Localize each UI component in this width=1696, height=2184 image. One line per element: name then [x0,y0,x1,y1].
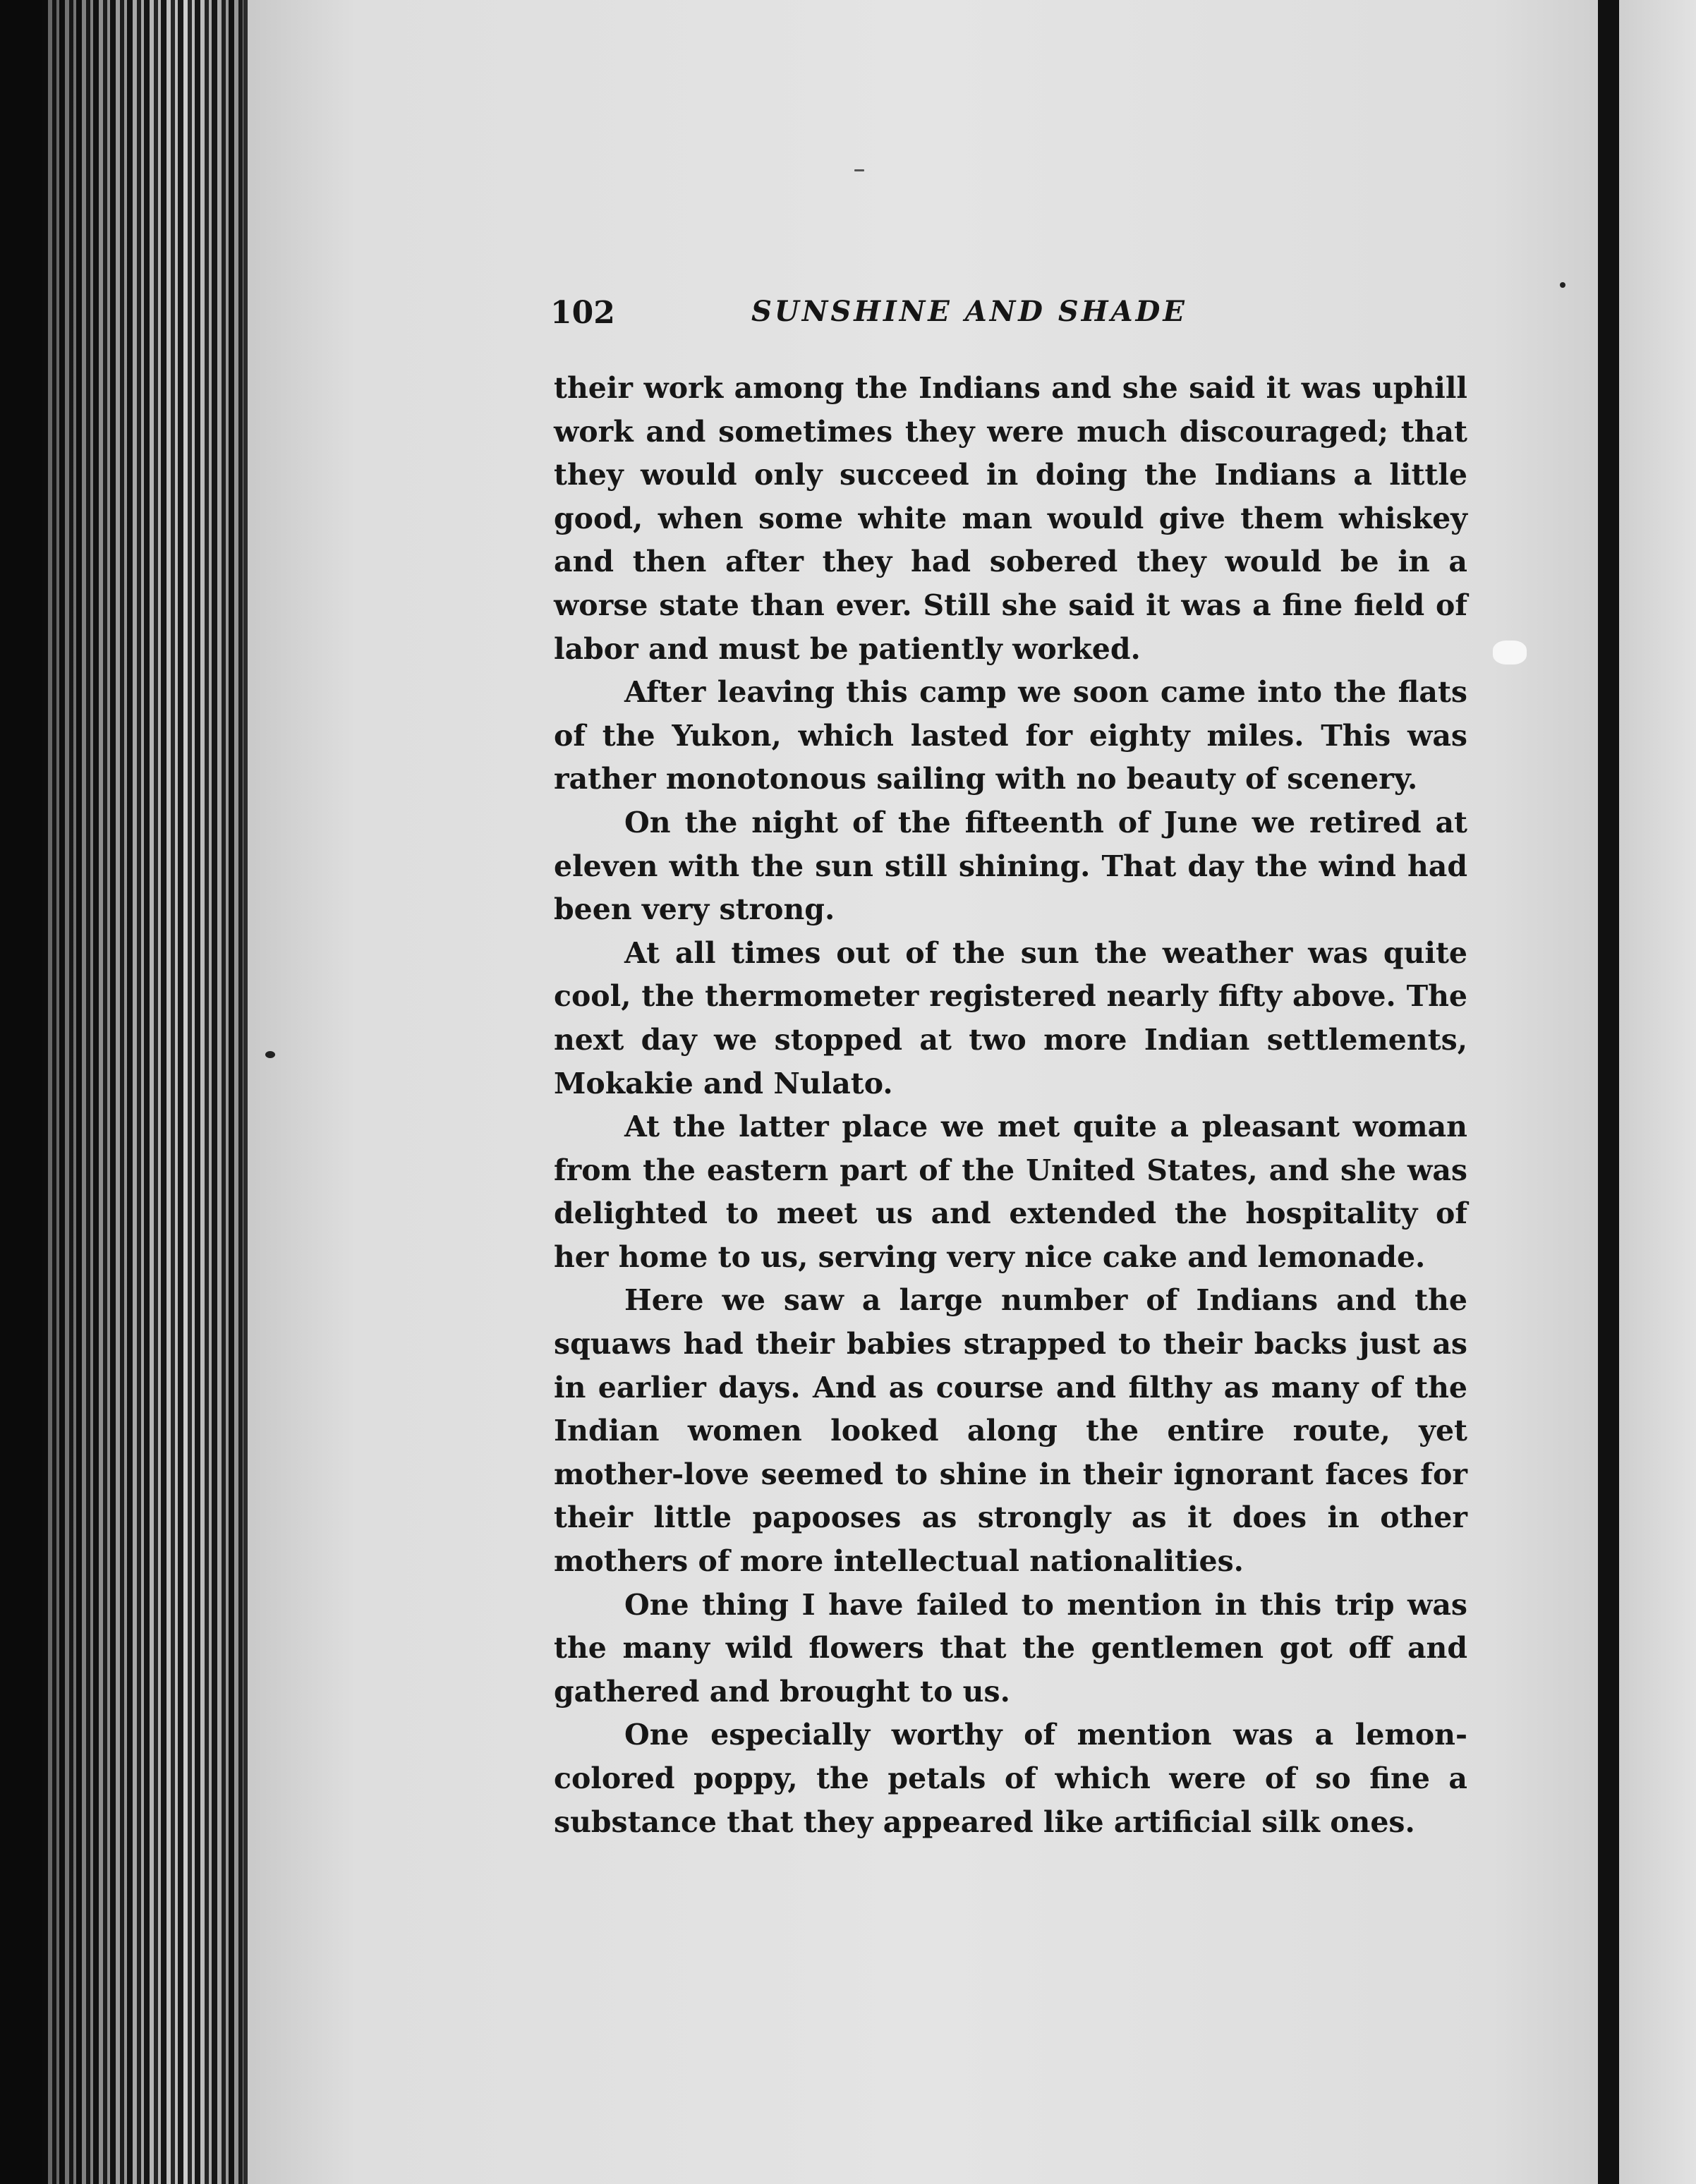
paragraph: After leaving this camp we soon came into the flats of the Yukon, which lasted for eighty miles. This was rather monotonous sailing with no beauty of scenery. [554,675,1467,796]
page-edges-shadow [42,0,247,2184]
gutter-shadow [1598,0,1619,2184]
ink-speck [265,1051,275,1058]
ink-speck [854,169,864,171]
page-header [550,295,1284,337]
page-number: 102 [550,295,615,331]
paragraph: One thing I have failed to mention in this trip was the many wild flowers that the gentlemen got off and gathered and brought to us. [554,1587,1467,1709]
paragraph: One especially worthy of mention was a lemon-colored poppy, the petals of which were of so fine a substance that they appeared like artificial silk ones. [554,1718,1467,1839]
running-head: SUNSHINE AND SHADE [751,295,1187,328]
paragraph: Here we saw a large number of Indians and the squaws had their babies strapped to their backs just as in earlier days. And as course and filthy as many of the Indian women looked along the entire route, yet mother-love seemed to shine in their ignorant faces for their little papooses as strongly as it does in other mothers of more intellectual nationalities. [554,1283,1467,1579]
paragraph: At all times out of the sun the weather was quite cool, the thermometer registered nearly fifty above. The next day we stopped at two more Indian settlements, Mokakie and Nulato. [554,935,1467,1100]
facing-page-edge [1619,0,1696,2184]
paragraph: At the latter place we met quite a pleasant woman from the eastern part of the United States, and she was delighted to meet us and extended the hospitality of her home to us, serving very nice cake and lemonade. [554,1110,1467,1274]
ink-speck [1560,282,1565,288]
paragraph: their work among the Indians and she said it was uphill work and sometimes they were much discouraged; that they would only succeed in doing the Indians a little good, when some white man would give them whiskey and then after they had sobered they would be in a worse state than ever. Still she said it was a fine field of labor and must be patiently worked. [554,371,1467,666]
paragraph: On the night of the fifteenth of June we retired at eleven with the sun still shining. That day the wind had been very strong. [554,805,1467,927]
paper-blemish [1493,641,1527,665]
page-body [554,367,1467,1844]
